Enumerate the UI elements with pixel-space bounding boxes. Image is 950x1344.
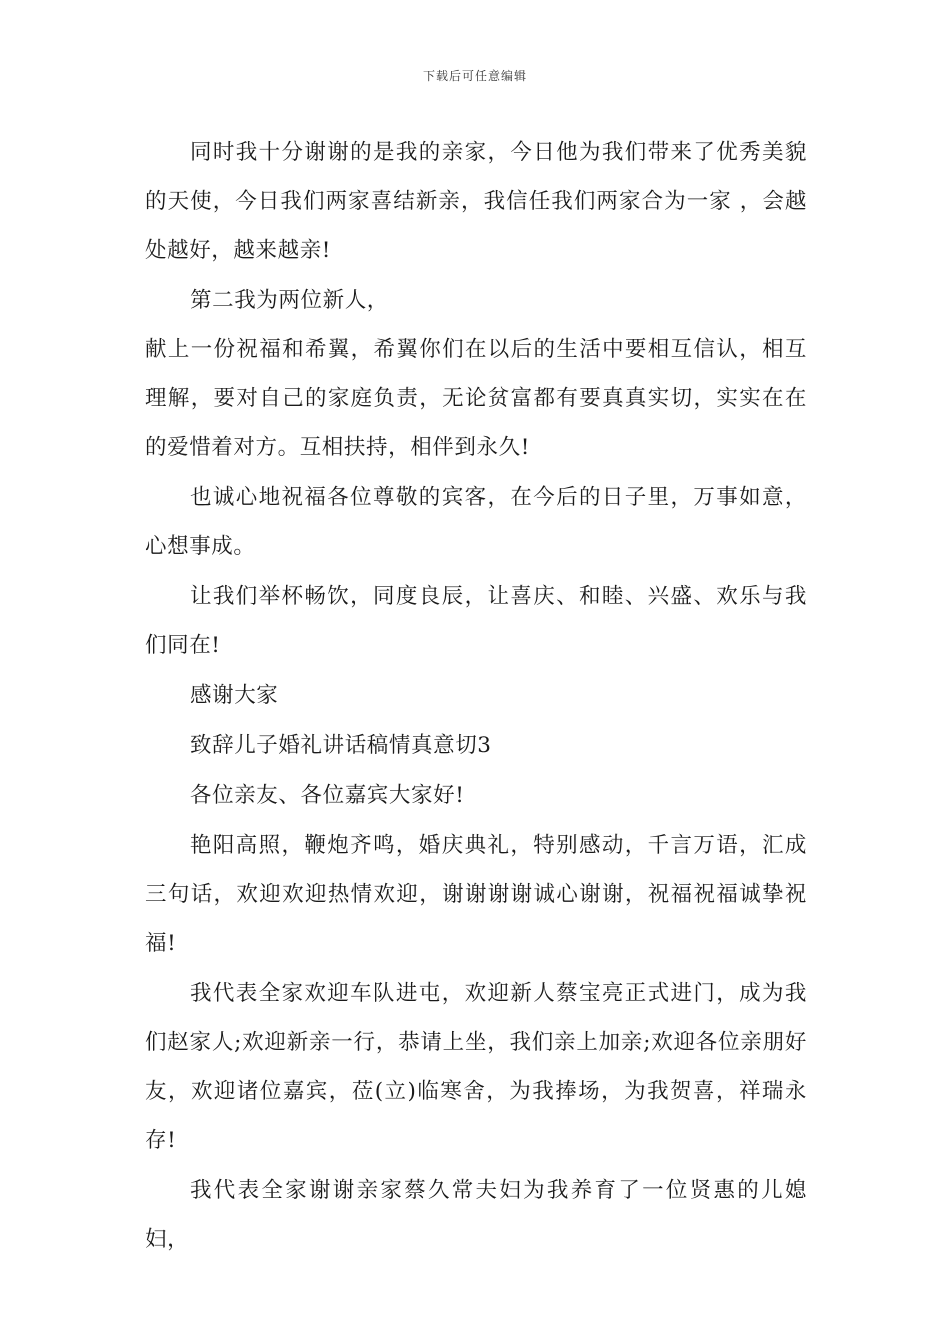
paragraph-second-intro: 第二我为两位新人， — [190, 288, 389, 313]
paragraph-toast: 让我们举杯畅饮，同度良辰，让喜庆、和睦、兴盛、欢乐与我们同在! — [145, 584, 807, 658]
paragraph-thanks-parents: 我代表全家谢谢亲家蔡久常夫妇为我养育了一位贤惠的儿媳妇， — [145, 1178, 807, 1252]
paragraph-welcome: 我代表全家欢迎车队进屯，欢迎新人蔡宝亮正式进门，成为我们赵家人;欢迎新亲一行，恭请上坐，我们亲上加亲;欢迎各位亲朋好友，欢迎诸位嘉宾，莅(立)临寒舍，为我捧场，为我贺喜，祥瑞永存! — [145, 981, 807, 1153]
paragraph-blessing-guests: 也诚心地祝福各位尊敬的宾客，在今后的日子里，万事如意，心想事成。 — [145, 485, 807, 559]
document-body — [145, 128, 807, 1264]
paragraph-thanks-in-laws: 同时我十分谢谢的是我的亲家，今日他为我们带来了优秀美貌的天使，今日我们两家喜结新亲，我信任我们两家合为一家 ，会越处越好，越来越亲! — [145, 140, 807, 263]
paragraph-celebration: 艳阳高照，鞭炮齐鸣，婚庆典礼，特别感动，千言万语，汇成三句话，欢迎欢迎热情欢迎，谢谢谢谢诚心谢谢，祝福祝福诚挚祝福! — [145, 833, 807, 956]
paragraph-blessing-newlyweds: 献上一份祝福和希翼，希翼你们在以后的生活中要相互信认，相互理解，要对自己的家庭负责，无论贫富都有要真真实切，实实在在的爱惜着对方。互相扶持，相伴到永久! — [145, 337, 807, 460]
page-header-note: 下载后可任意编辑 — [422, 69, 527, 83]
paragraph-greeting: 各位亲友、各位嘉宾大家好! — [190, 783, 465, 808]
section-title: 致辞儿子婚礼讲话稿情真意切3 — [190, 733, 492, 758]
paragraph-thanks-all: 感谢大家 — [190, 683, 279, 708]
